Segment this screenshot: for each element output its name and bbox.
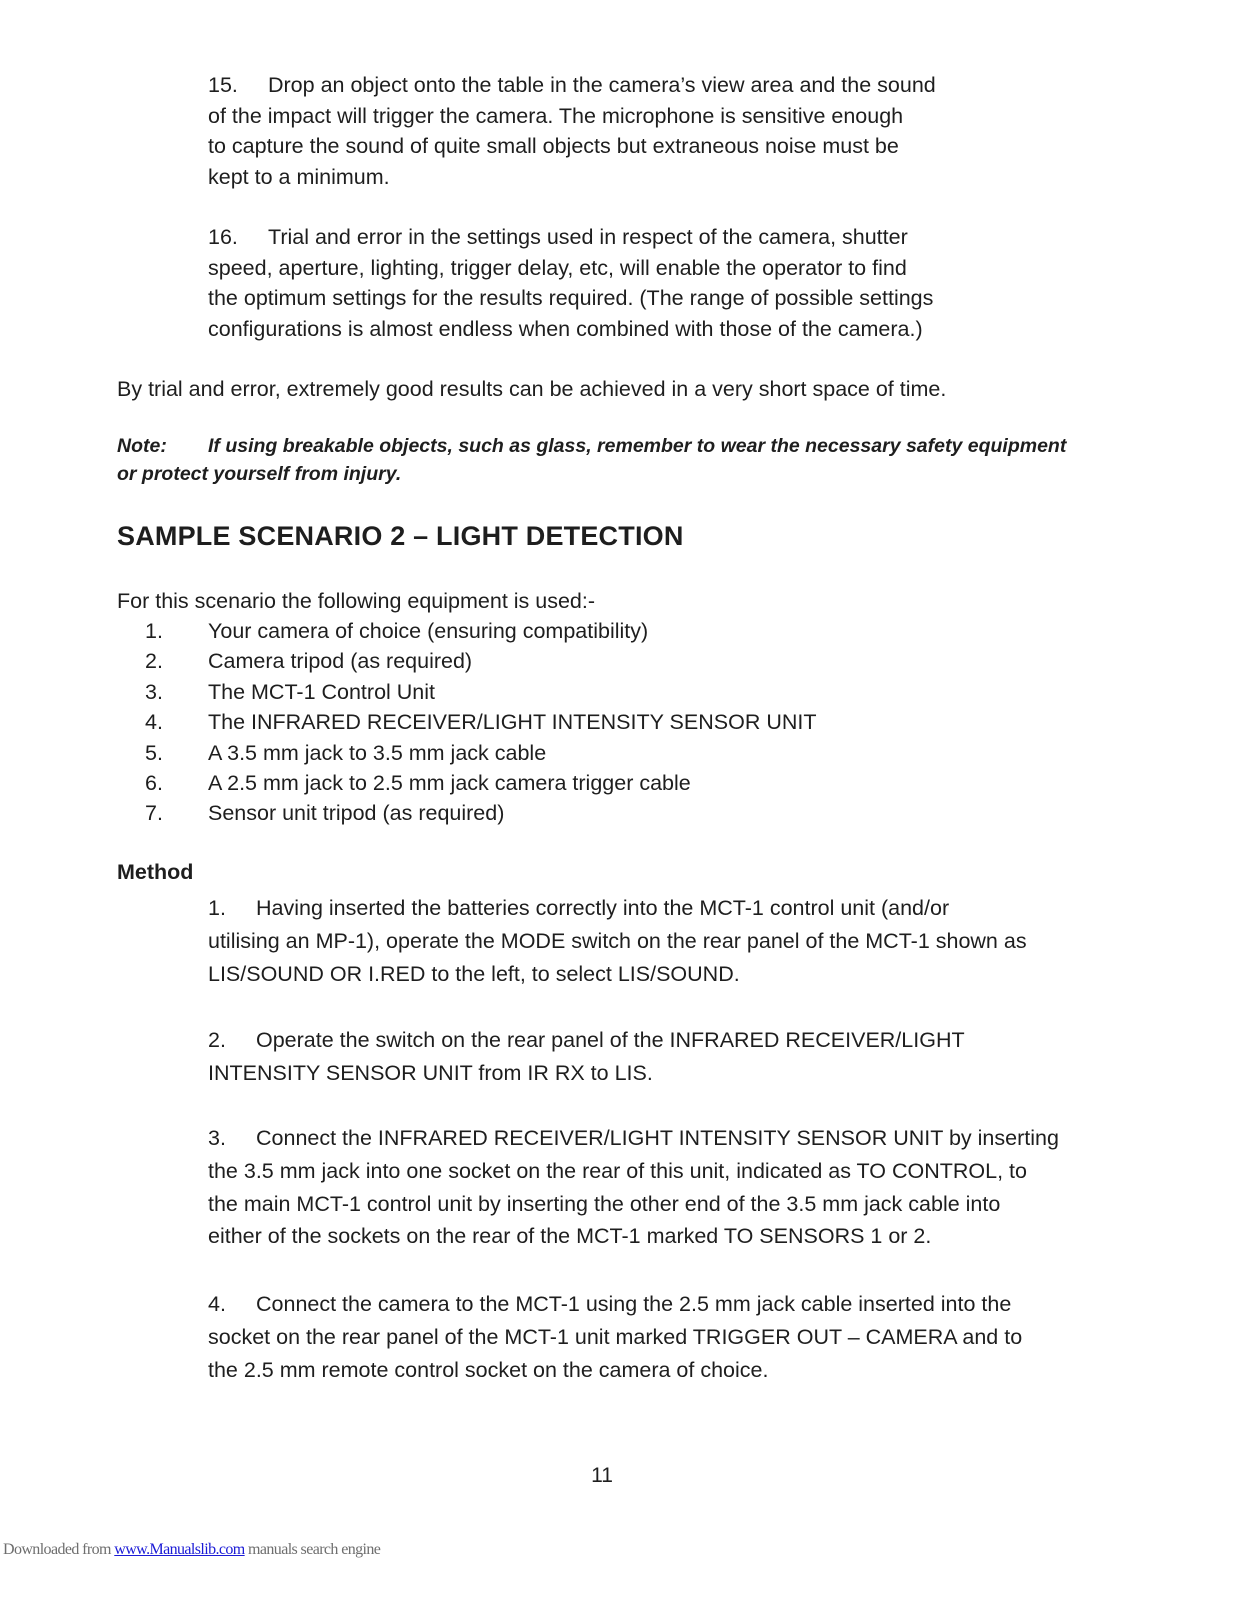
equipment-item-text: Sensor unit tripod (as required) xyxy=(208,801,505,826)
step-16-text-1: Trial and error in the settings used in respect of the camera, shutter xyxy=(268,225,908,249)
step-15-line-4: kept to a minimum. xyxy=(208,164,390,189)
equipment-item-number: 1. xyxy=(145,619,163,643)
equipment-item-text: The INFRARED RECEIVER/LIGHT INTENSITY SENSOR UNIT xyxy=(208,710,817,735)
equipment-list xyxy=(117,616,816,829)
method-step-4-text-1: Connect the camera to the MCT-1 using the 2.5 mm jack cable inserted into the xyxy=(256,1292,1012,1316)
method-step-3 xyxy=(208,1122,1108,1253)
equipment-item-number: 4. xyxy=(145,710,163,735)
equipment-item xyxy=(117,646,816,676)
equipment-item-text: The MCT-1 Control Unit xyxy=(208,679,436,704)
download-footer xyxy=(3,1541,380,1559)
method-step-1-text-1: Having inserted the batteries correctly into the MCT-1 control unit (and/or xyxy=(256,896,950,920)
method-step-4-number: 4. xyxy=(208,1292,226,1316)
method-step-4 xyxy=(208,1288,1108,1386)
method-heading: Method xyxy=(117,860,194,884)
step-15-line-2: of the impact will trigger the camera. The microphone is sensitive enough xyxy=(208,103,904,128)
footer-suffix: manuals search engine xyxy=(244,1541,381,1558)
method-step-3-line-2: the 3.5 mm jack into one socket on the rear of this unit, indicated as TO CONTROL, to xyxy=(208,1158,1027,1183)
equipment-item xyxy=(117,738,816,768)
equipment-item-text: Camera tripod (as required) xyxy=(208,649,473,674)
equipment-item-number: 2. xyxy=(145,649,163,674)
footer-prefix: Downloaded from xyxy=(3,1541,115,1558)
safety-note xyxy=(117,433,1117,488)
equipment-item xyxy=(117,768,816,798)
step-16-number: 16. xyxy=(208,225,238,249)
equipment-item-text: A 2.5 mm jack to 2.5 mm jack camera trigger cable xyxy=(208,771,691,796)
method-step-3-line-4: either of the sockets on the rear of the MCT-1 marked TO SENSORS 1 or 2. xyxy=(208,1224,932,1249)
step-15-line-1 xyxy=(208,70,1028,101)
equipment-item-number: 7. xyxy=(145,801,163,826)
method-step-4-line-2: socket on the rear panel of the MCT-1 unit marked TRIGGER OUT – CAMERA and to xyxy=(208,1324,1023,1349)
equipment-item-number: 6. xyxy=(145,771,163,796)
note-text-2: or protect yourself from injury. xyxy=(117,462,402,485)
method-step-1-line-1 xyxy=(208,892,1108,925)
equipment-item xyxy=(117,707,816,737)
manualslib-link[interactable]: www.Manualslib.com xyxy=(114,1541,245,1558)
method-step-1 xyxy=(208,892,1108,990)
method-step-2-line-1 xyxy=(208,1024,1108,1057)
step-15-text-1: Drop an object onto the table in the camera’s view area and the sound xyxy=(268,73,936,97)
method-step-3-number: 3. xyxy=(208,1126,226,1150)
method-step-1-line-2: utilising an MP-1), operate the MODE switch on the rear panel of the MCT-1 shown as xyxy=(208,928,1027,953)
equipment-item-text: A 3.5 mm jack to 3.5 mm jack cable xyxy=(208,740,547,765)
equipment-item-number: 5. xyxy=(145,740,163,765)
equipment-item xyxy=(117,677,816,707)
method-step-1-line-3: LIS/SOUND OR I.RED to the left, to select LIS/SOUND. xyxy=(208,961,740,986)
equipment-item xyxy=(117,616,816,646)
method-step-4-line-3: the 2.5 mm remote control socket on the camera of choice. xyxy=(208,1357,769,1382)
method-step-1-number: 1. xyxy=(208,896,226,920)
method-step-3-line-1 xyxy=(208,1122,1108,1155)
note-text-1: If using breakable objects, such as glass, remember to wear the necessary safety equipment xyxy=(208,435,1067,457)
step-15 xyxy=(208,70,1028,192)
method-step-4-line-1 xyxy=(208,1288,1108,1321)
method-step-3-line-3: the main MCT-1 control unit by inserting the other end of the 3.5 mm jack cable into xyxy=(208,1191,1001,1216)
method-step-2-line-2: INTENSITY SENSOR UNIT from IR RX to LIS. xyxy=(208,1060,653,1085)
step-15-line-3: to capture the sound of quite small objects but extraneous noise must be xyxy=(208,134,899,158)
step-16-line-3: the optimum settings for the results required. (The range of possible settings xyxy=(208,286,934,310)
method-step-2 xyxy=(208,1024,1108,1090)
equipment-item-number: 3. xyxy=(145,679,163,704)
step-16-line-4: configurations is almost endless when combined with those of the camera.) xyxy=(208,316,923,341)
method-step-2-number: 2. xyxy=(208,1028,226,1052)
equipment-item xyxy=(117,798,816,828)
safety-note-line-1 xyxy=(117,433,1117,461)
method-step-2-text-1: Operate the switch on the rear panel of the INFRARED RECEIVER/LIGHT xyxy=(256,1028,965,1052)
section-heading: SAMPLE SCENARIO 2 – LIGHT DETECTION xyxy=(117,521,684,551)
equipment-item-text: Your camera of choice (ensuring compatibility) xyxy=(208,619,649,643)
page-number: 11 xyxy=(591,1464,613,1487)
step-16 xyxy=(208,222,1028,344)
note-label: Note: xyxy=(117,435,167,457)
method-step-3-text-1: Connect the INFRARED RECEIVER/LIGHT INTENSITY SENSOR UNIT by inserting xyxy=(256,1126,1059,1150)
step-16-line-2: speed, aperture, lighting, trigger delay, etc, will enable the operator to find xyxy=(208,255,907,280)
equipment-intro: For this scenario the following equipment is used:- xyxy=(117,589,596,613)
summary-text: By trial and error, extremely good results can be achieved in a very short space of time. xyxy=(117,377,947,401)
step-15-number: 15. xyxy=(208,73,238,97)
step-16-line-1 xyxy=(208,222,1028,253)
